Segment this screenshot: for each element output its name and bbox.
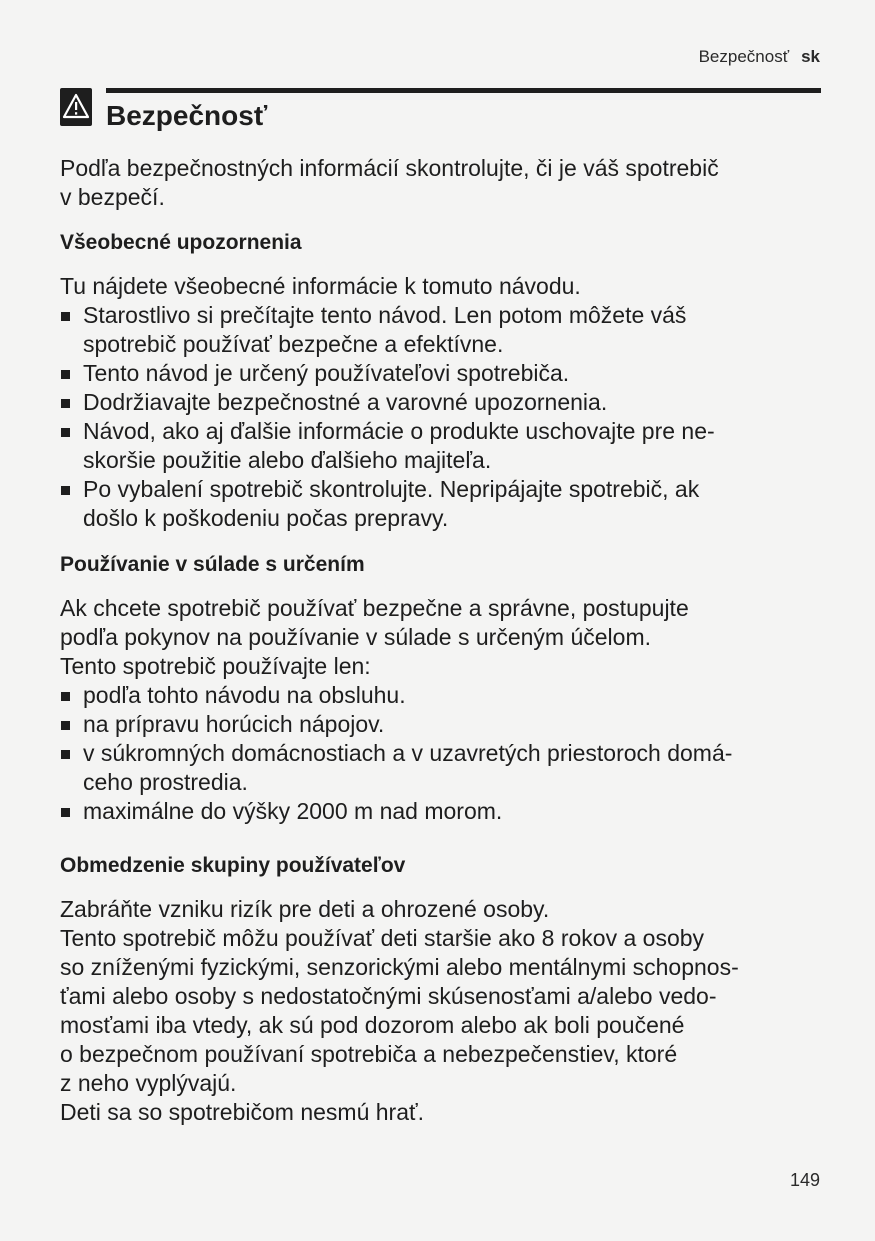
section-paragraph: Ak chcete spotrebič používať bezpečne a správne, postupujte podľa pokynov na používanie v súlade s určeným účelom. Tento spotrebič používajte len: <box>60 595 689 679</box>
section-general-warnings <box>60 229 820 533</box>
bullet-square-icon <box>61 399 70 408</box>
warning-triangle-icon <box>60 88 92 126</box>
bullet-square-icon <box>61 808 70 817</box>
bullet-square-icon <box>61 428 70 437</box>
bullet-square-icon <box>61 750 70 759</box>
bullet-square-icon <box>61 312 70 321</box>
list-item: maximálne do výšky 2000 m nad morom. <box>60 797 820 826</box>
page-title: Bezpečnosť <box>106 100 268 131</box>
section-user-restrictions <box>60 852 820 1127</box>
list-item: na prípravu horúcich nápojov. <box>60 710 820 739</box>
running-header <box>699 47 820 67</box>
list-item: Po vybalení spotrebič skontrolujte. Nepripájajte spotrebič, ak došlo k poškodeniu počas prepravy. <box>60 475 820 533</box>
content <box>60 154 820 1127</box>
list-item: Tento návod je určený používateľovi spotrebiča. <box>60 359 820 388</box>
list-item: podľa tohto návodu na obsluhu. <box>60 681 820 710</box>
section-heading: Všeobecné upozornenia <box>60 231 302 254</box>
bullet-list <box>60 301 820 533</box>
bullet-square-icon <box>61 721 70 730</box>
section-intended-use <box>60 551 820 826</box>
list-item: Starostlivo si prečítajte tento návod. Len potom môžete váš spotrebič používať bezpečne a efektívne. <box>60 301 820 359</box>
page-number: 149 <box>789 1170 820 1190</box>
bullet-square-icon <box>61 486 70 495</box>
section-paragraph: Zabráňte vzniku rizík pre deti a ohrozené osoby. Tento spotrebič môžu používať deti staršie ako 8 rokov a osoby so zníženými fyzickými, senzorickými alebo mentálnymi schopnos- ťami alebo osoby s nedostatočnými skúsenosťami a/alebo vedo- mosťami iba vtedy, ak sú pod dozorom alebo ak boli poučené o bezpečnom používaní spotrebiča a nebezpečenstiev, ktoré z neho vyplývajú. Deti sa so spotrebičom nesmú hrať. <box>60 896 739 1125</box>
section-heading: Obmedzenie skupiny používateľov <box>60 854 406 877</box>
bullet-square-icon <box>61 692 70 701</box>
header-section: Bezpečnosť <box>698 47 790 66</box>
header-language: sk <box>801 47 820 66</box>
list-item: Dodržiavajte bezpečnostné a varovné upozornenia. <box>60 388 820 417</box>
section-paragraph: Tu nájdete všeobecné informácie k tomuto návodu. <box>60 273 581 299</box>
section-heading: Používanie v súlade s určením <box>60 553 365 576</box>
list-item: Návod, ako aj ďalšie informácie o produkte uschovajte pre ne- skoršie použitie alebo ďalšieho majiteľa. <box>60 417 820 475</box>
title-rule <box>106 88 821 93</box>
title-row <box>60 88 821 140</box>
bullet-list <box>60 681 820 826</box>
intro-paragraph: Podľa bezpečnostných informácií skontrolujte, či je váš spotrebič v bezpečí. <box>60 155 719 210</box>
bullet-square-icon <box>61 370 70 379</box>
list-item: v súkromných domácnostiach a v uzavretých priestoroch domá- ceho prostredia. <box>60 739 820 797</box>
